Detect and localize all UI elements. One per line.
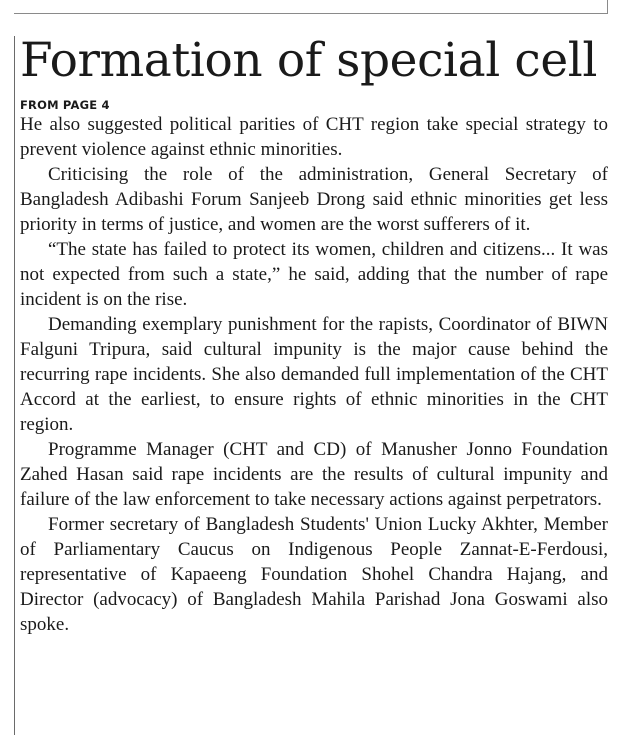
- paragraph: Demanding exemplary punishment for the rapists, Coordinator of BIWN Falguni Tripura, said cultural impunity is the major cause behind the recurring rape incidents. She also demanded full implementation of the CHT Accord at the earliest, to ensure rights of ethnic minorities in the CHT region.: [20, 314, 608, 435]
- jump-label: FROM PAGE 4: [20, 98, 110, 112]
- column-rule: [14, 36, 15, 735]
- paragraph: Criticising the role of the administration, General Secretary of Bangladesh Adibashi Forum Sanjeeb Drong said ethnic minorities get less priority in terms of justice, and women are the worst sufferers of it.: [20, 164, 608, 235]
- article: [20, 30, 608, 637]
- paragraph: He also suggested political parities of CHT region take special strategy to prevent violence against ethnic minorities.: [20, 114, 608, 160]
- paragraph: Programme Manager (CHT and CD) of Manusher Jonno Foundation Zahed Hasan said rape incidents are the results of cultural impunity and failure of the law enforcement to take necessary actions against perpetrators.: [20, 439, 608, 510]
- top-rule: [14, 13, 607, 14]
- paragraph: “The state has failed to protect its women, children and citizens... It was not expected from such a state,” he said, adding that the number of rape incident is on the rise.: [20, 239, 608, 310]
- paragraph: Former secretary of Bangladesh Students' Union Lucky Akhter, Member of Parliamentary Caucus on Indigenous People Zannat-E-Ferdousi, representative of Kapaeeng Foundation Shohel Chandra Hajang, and Director (advocacy) of Bangladesh Mahila Parishad Jona Goswami also spoke.: [20, 514, 608, 635]
- article-body: [20, 112, 608, 637]
- headline: Formation of special cell: [20, 33, 598, 88]
- right-rule: [607, 0, 608, 14]
